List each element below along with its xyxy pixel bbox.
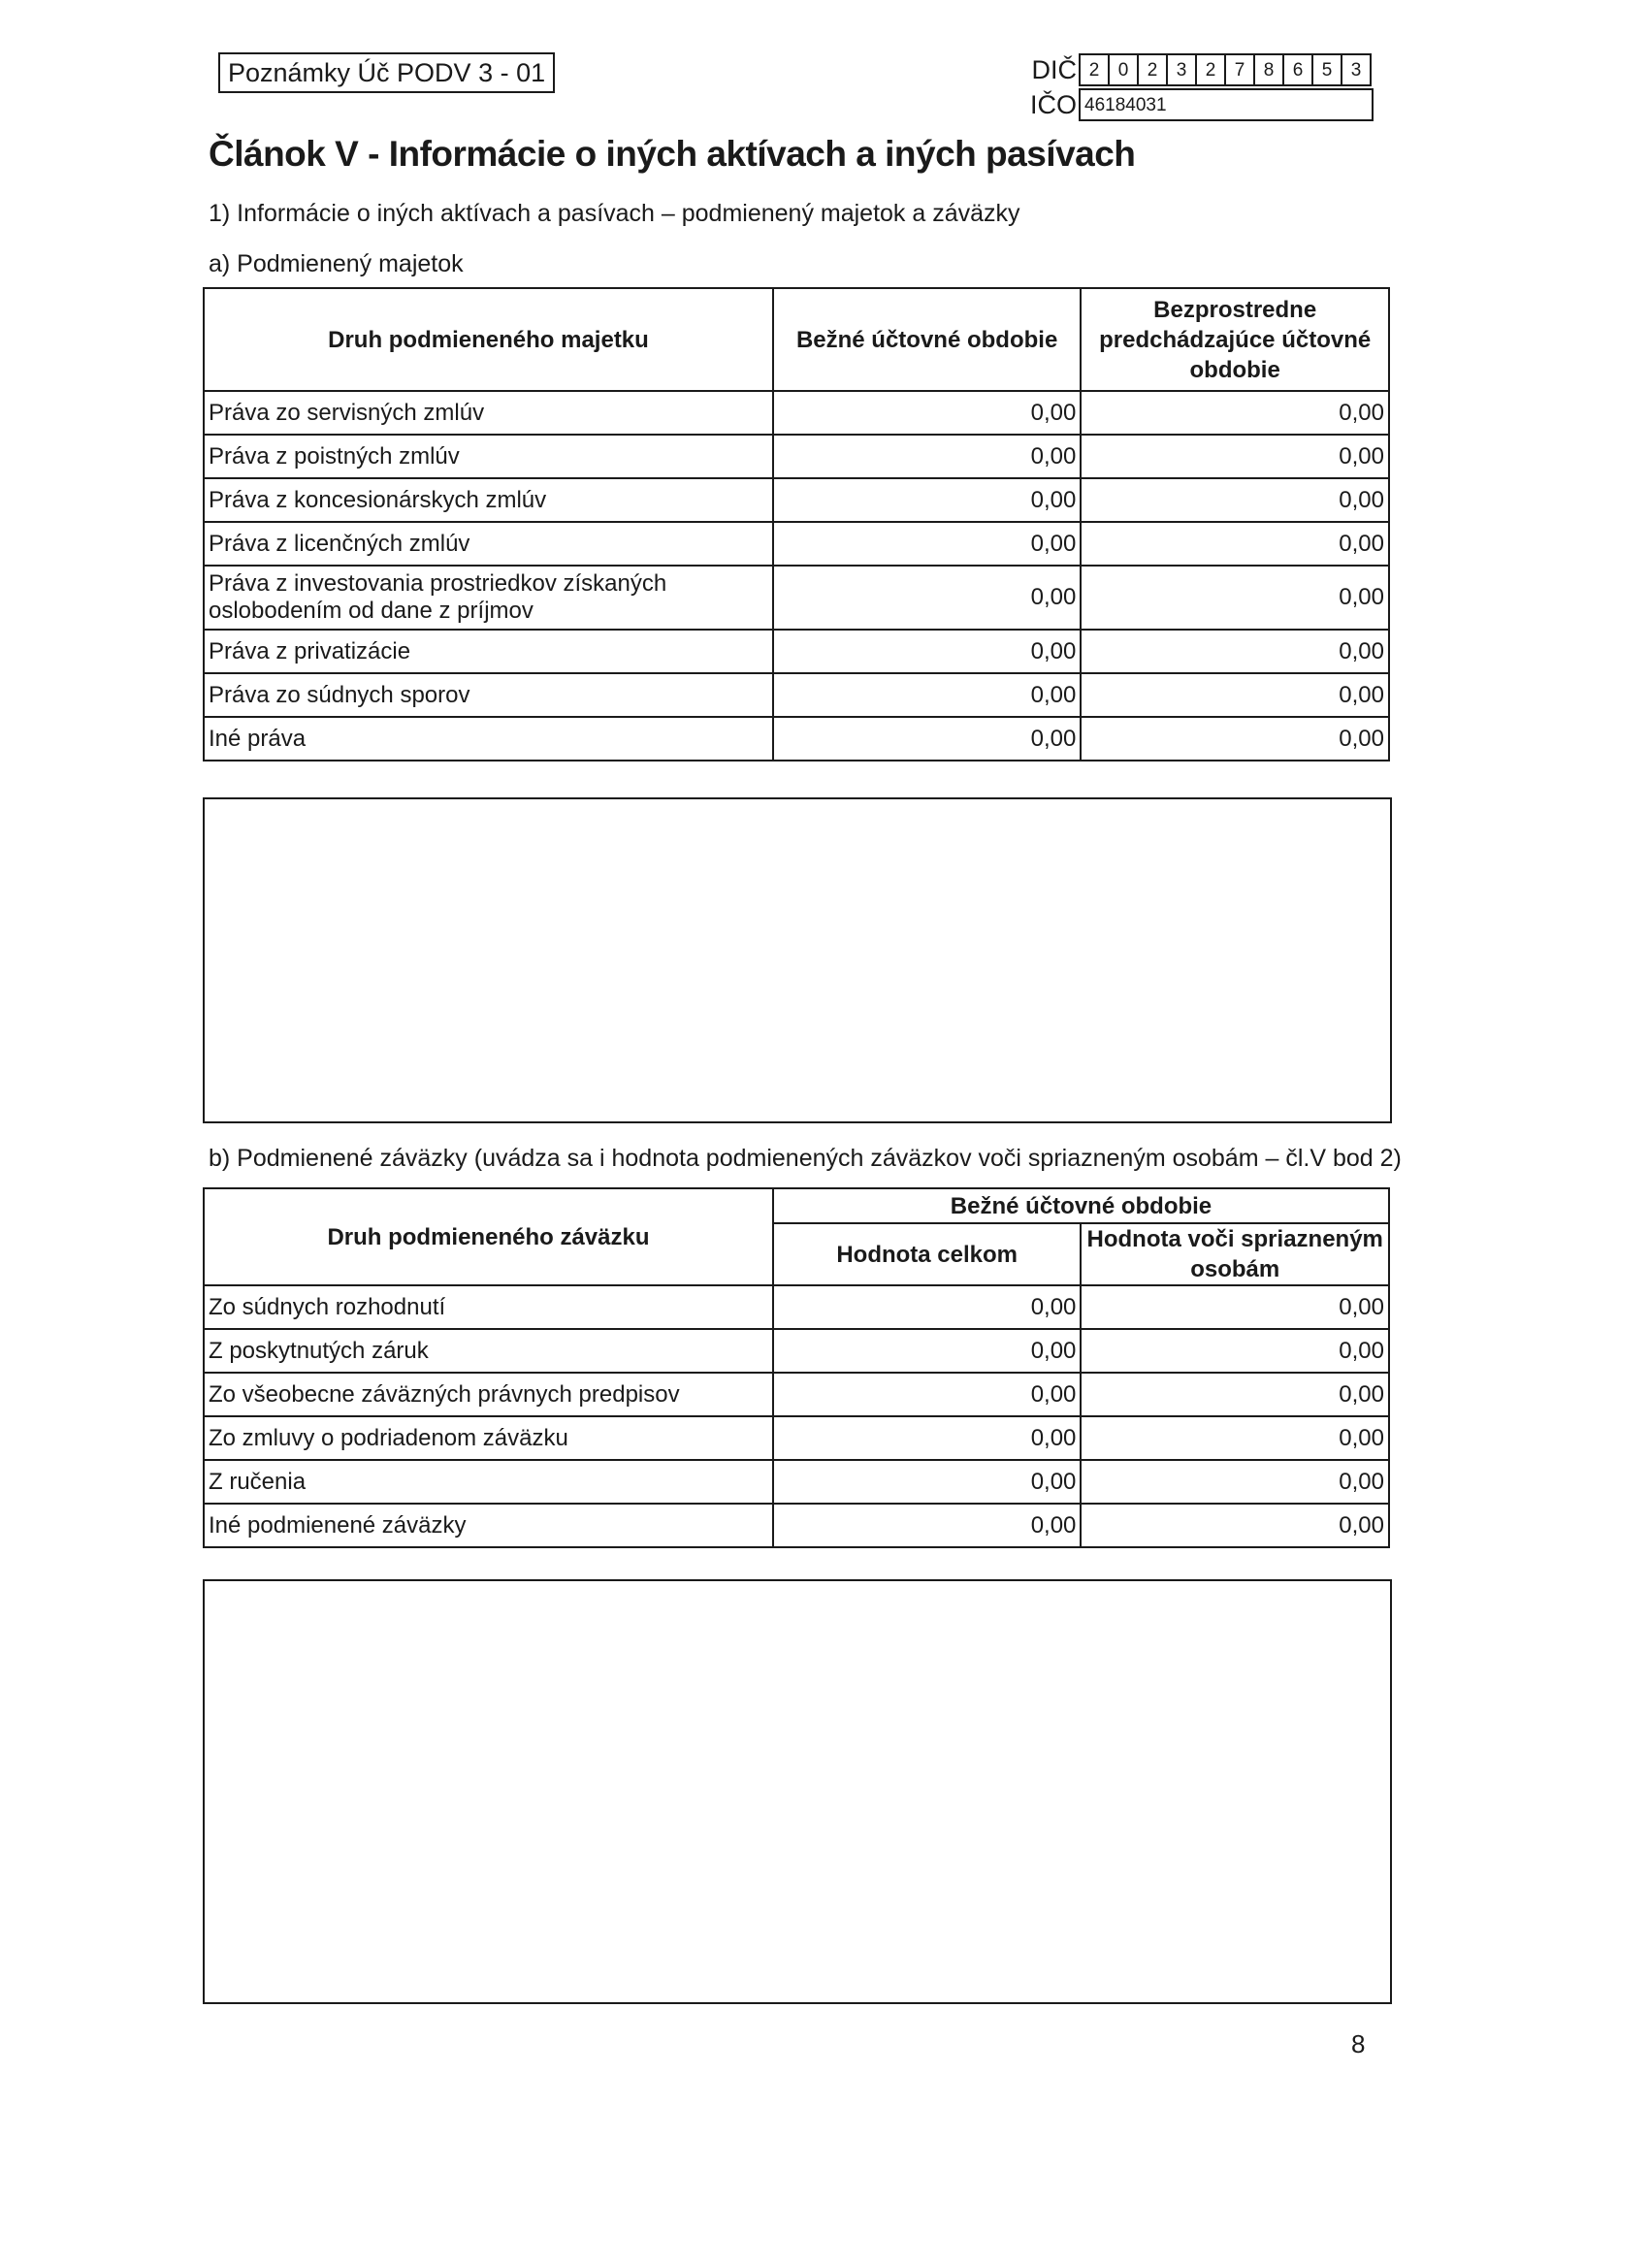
total-value: 0,00 [773,1285,1081,1329]
related-party-value: 0,00 [1081,1460,1389,1504]
row-label: Práva zo servisných zmlúv [204,391,773,435]
column-header: Hodnota celkom [773,1223,1081,1285]
table-row [204,717,1389,761]
dic-digit: 2 [1081,55,1110,84]
total-value: 0,00 [773,1373,1081,1416]
total-value: 0,00 [773,1504,1081,1547]
previous-period-value: 0,00 [1081,566,1389,630]
total-value: 0,00 [773,1416,1081,1460]
row-label: Zo zmluvy o podriadenom záväzku [204,1416,773,1460]
previous-period-value: 0,00 [1081,717,1389,761]
table-header-row [204,288,1389,391]
row-label: Z poskytnutých záruk [204,1329,773,1373]
section-heading: 1) Informácie o iných aktívach a pasívach – podmienený majetok a záväzky [209,200,1020,227]
row-label: Iné práva [204,717,773,761]
dic-boxes [1079,53,1372,86]
related-party-value: 0,00 [1081,1416,1389,1460]
contingent-liabilities-note-box [203,1579,1392,2004]
current-period-value: 0,00 [773,478,1081,522]
table-row [204,478,1389,522]
column-header: Bežné účtovné obdobie [773,288,1081,391]
row-label: Z ručenia [204,1460,773,1504]
dic-digit: 8 [1255,55,1284,84]
previous-period-value: 0,00 [1081,630,1389,673]
article-title: Článok V - Informácie o iných aktívach a iných pasívach [209,134,1136,174]
column-header: Bezprostredne predchádzajúce účtovné obdobie [1081,288,1389,391]
taxpayer-ids [1026,52,1374,122]
current-period-value: 0,00 [773,391,1081,435]
current-period-value: 0,00 [773,717,1081,761]
column-header: Druh podmieneného majetku [204,288,773,391]
table-row [204,1416,1389,1460]
total-value: 0,00 [773,1460,1081,1504]
table-row [204,1285,1389,1329]
contingent-assets-caption: a) Podmienený majetok [209,250,464,277]
dic-digit: 6 [1284,55,1313,84]
row-label: Iné podmienené záväzky [204,1504,773,1547]
row-label: Práva zo súdnych sporov [204,673,773,717]
current-period-value: 0,00 [773,630,1081,673]
table-row [204,566,1389,630]
dic-digit: 3 [1350,60,1362,81]
row-label: Práva z poistných zmlúv [204,435,773,478]
previous-period-value: 0,00 [1081,391,1389,435]
dic-digit: 5 [1313,55,1342,84]
contingent-liabilities-table [203,1187,1390,1548]
contingent-assets-table [203,287,1390,761]
column-group-header: Bežné účtovné obdobie [773,1188,1389,1223]
current-period-value: 0,00 [773,522,1081,566]
table-row [204,522,1389,566]
table-row [204,391,1389,435]
ico-label: IČO [1029,89,1077,119]
previous-period-value: 0,00 [1081,435,1389,478]
table-row [204,1460,1389,1504]
dic-digit: 3 [1168,55,1197,84]
table-row [204,630,1389,673]
related-party-value: 0,00 [1081,1329,1389,1373]
related-party-value: 0,00 [1081,1285,1389,1329]
table-row [204,1329,1389,1373]
page-number: 8 [1351,2029,1366,2058]
column-header: Hodnota voči spriazneným osobám [1081,1223,1389,1285]
form-code: Poznámky Úč PODV 3 - 01 [218,52,555,93]
row-label: Práva z investovania prostriedkov získaných oslobodením od dane z príjmov [204,566,773,630]
dic-label: DIČ [1031,54,1077,84]
table-row [204,1504,1389,1547]
dic-row [1026,52,1374,87]
related-party-value: 0,00 [1081,1373,1389,1416]
total-value: 0,00 [773,1329,1081,1373]
table-row [204,1373,1389,1416]
row-label: Práva z licenčných zmlúv [204,522,773,566]
contingent-assets-note-box [203,797,1392,1123]
dic-digit: 7 [1226,55,1255,84]
contingent-liabilities-caption: b) Podmienené záväzky (uvádza sa i hodnota podmienených záväzkov voči spriazneným osobám – čl.V bod 2) [209,1145,1402,1172]
current-period-value: 0,00 [773,566,1081,630]
previous-period-value: 0,00 [1081,673,1389,717]
current-period-value: 0,00 [773,673,1081,717]
related-party-value: 0,00 [1081,1504,1389,1547]
previous-period-value: 0,00 [1081,522,1389,566]
current-period-value: 0,00 [773,435,1081,478]
row-label: Zo všeobecne záväzných právnych predpisov [204,1373,773,1416]
ico-row [1026,87,1374,122]
row-label: Práva z koncesionárskych zmlúv [204,478,773,522]
ico-value: 46184031 [1079,88,1374,121]
previous-period-value: 0,00 [1081,478,1389,522]
table-row [204,673,1389,717]
column-header: Druh podmieneného záväzku [204,1188,773,1285]
dic-digit: 2 [1197,55,1226,84]
table-row [204,435,1389,478]
row-label: Práva z privatizácie [204,630,773,673]
dic-digit: 2 [1139,55,1168,84]
row-label: Zo súdnych rozhodnutí [204,1285,773,1329]
table-header-row [204,1188,1389,1223]
dic-digit: 0 [1110,55,1139,84]
